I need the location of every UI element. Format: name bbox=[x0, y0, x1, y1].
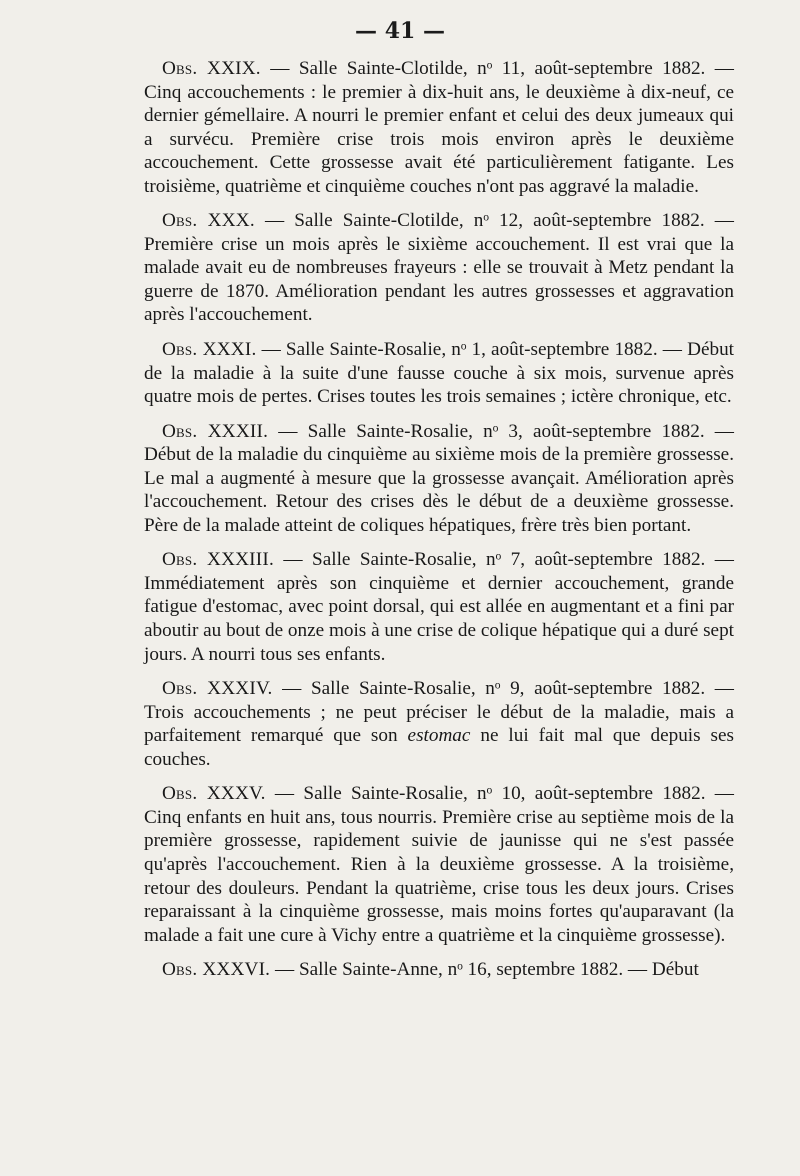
observation-31 bbox=[144, 338, 734, 409]
observation-text: — Salle Sainte-Anne, nᵒ 16, septembre 1882. — Début bbox=[270, 959, 699, 981]
observation-label: Obs. XXXVI. bbox=[162, 959, 271, 981]
observation-35 bbox=[144, 782, 734, 947]
observation-label: Obs. XXX. bbox=[162, 210, 255, 232]
observation-36 bbox=[144, 958, 734, 982]
observation-33 bbox=[144, 548, 734, 666]
observation-29 bbox=[144, 57, 734, 198]
observation-label: Obs. XXXIII. bbox=[162, 549, 274, 571]
observation-label: Obs. XXXI. bbox=[162, 339, 257, 361]
observation-text-before: — Salle Sainte-Rosalie, nᵒ 9, août-septembre 1882. — Trois accouchements ; ne peut préciser le début de la maladie, mais a parfaitement remarqué que son bbox=[144, 678, 734, 747]
page-number: — 41 — bbox=[355, 18, 445, 44]
observation-32 bbox=[144, 420, 734, 538]
observation-label: Obs. XXXII. bbox=[162, 420, 269, 442]
observation-text: — Salle Sainte-Rosalie, nᵒ 1, août-septembre 1882. — Début de la maladie à la suite d'une fausse couche à six mois, survenue après quatre mois de pertes. Crises toutes les trois semaines ; ictère chronique, etc. bbox=[144, 339, 734, 408]
observation-text: — Salle Sainte-Clotilde, nᵒ 11, août-septembre 1882. — Cinq accouchements : le premier à dix-huit ans, le deuxième à dix-neuf, ce dernier gémellaire. A nourri le premier enfant et celui des deux jumeaux qui a survécu. Première crise trois mois environ après le deuxième accouchement. Cette grossesse avait été particulièrement fatigante. Les troisième, quatrième et cinquième couches n'ont pas aggravé la maladie. bbox=[144, 58, 734, 197]
observation-text: — Salle Sainte-Rosalie, nᵒ 3, août-septembre 1882. — Début de la maladie du cinquième au sixième mois de la première grossesse. Le mal a augmenté à mesure que la grossesse avançait. Amélioration après l'accouchement. Retour des crises dès le début de a deuxième grossesse. Père de la malade atteint de coliques hépatiques, frère très bien portant. bbox=[144, 420, 734, 536]
observation-text: — Salle Sainte-Rosalie, nᵒ 10, août-septembre 1882. — Cinq enfants en huit ans, tous nourris. Première crise au septième mois de la première grossesse, rapidement suivie de jaunisse qui ne s'est passée qu'après l'accouchement. Rien à la deuxième grossesse. A la troisième, retour des douleurs. Pendant la quatrième, crise tous les deux jours. Crises reparaissant à la cinquième grossesse, mais moins fortes qu'auparavant (la malade a fait une cure à Vichy entre a quatrième et la cinquième grossesse). bbox=[144, 783, 734, 946]
observation-34 bbox=[144, 677, 734, 771]
observation-text: — Salle Sainte-Rosalie, nᵒ 7, août-septembre 1882. — Immédiatement après son cinquième et dernier accouchement, grande fatigue d'estomac, avec point dorsal, qui est allée en augmentant et a fini par aboutir au bout de onze mois à une crise de colique hépatique qui a duré sept jours. A nourri tous ses enfants. bbox=[144, 549, 734, 665]
observation-label: Obs. XXIX. bbox=[162, 58, 261, 79]
observations-text bbox=[144, 57, 734, 982]
observation-30 bbox=[144, 209, 734, 327]
observation-label: Obs. XXXV. bbox=[162, 783, 266, 805]
observation-text: — Salle Sainte-Clotilde, nᵒ 12, août-septembre 1882. — Première crise un mois après le sixième accouchement. Il est vrai que la malade avait eu de nombreuses frayeurs : elle se trouvait à Metz pendant la guerre de 1870. Amélioration pendant les autres grossesses et aggravation après l'accouchement. bbox=[144, 210, 734, 326]
observation-emphasis: estomac bbox=[407, 725, 471, 747]
observation-text-after: ne lui fait mal que depuis ses couches. bbox=[144, 725, 734, 770]
observation-label: Obs. XXXIV. bbox=[162, 678, 273, 700]
